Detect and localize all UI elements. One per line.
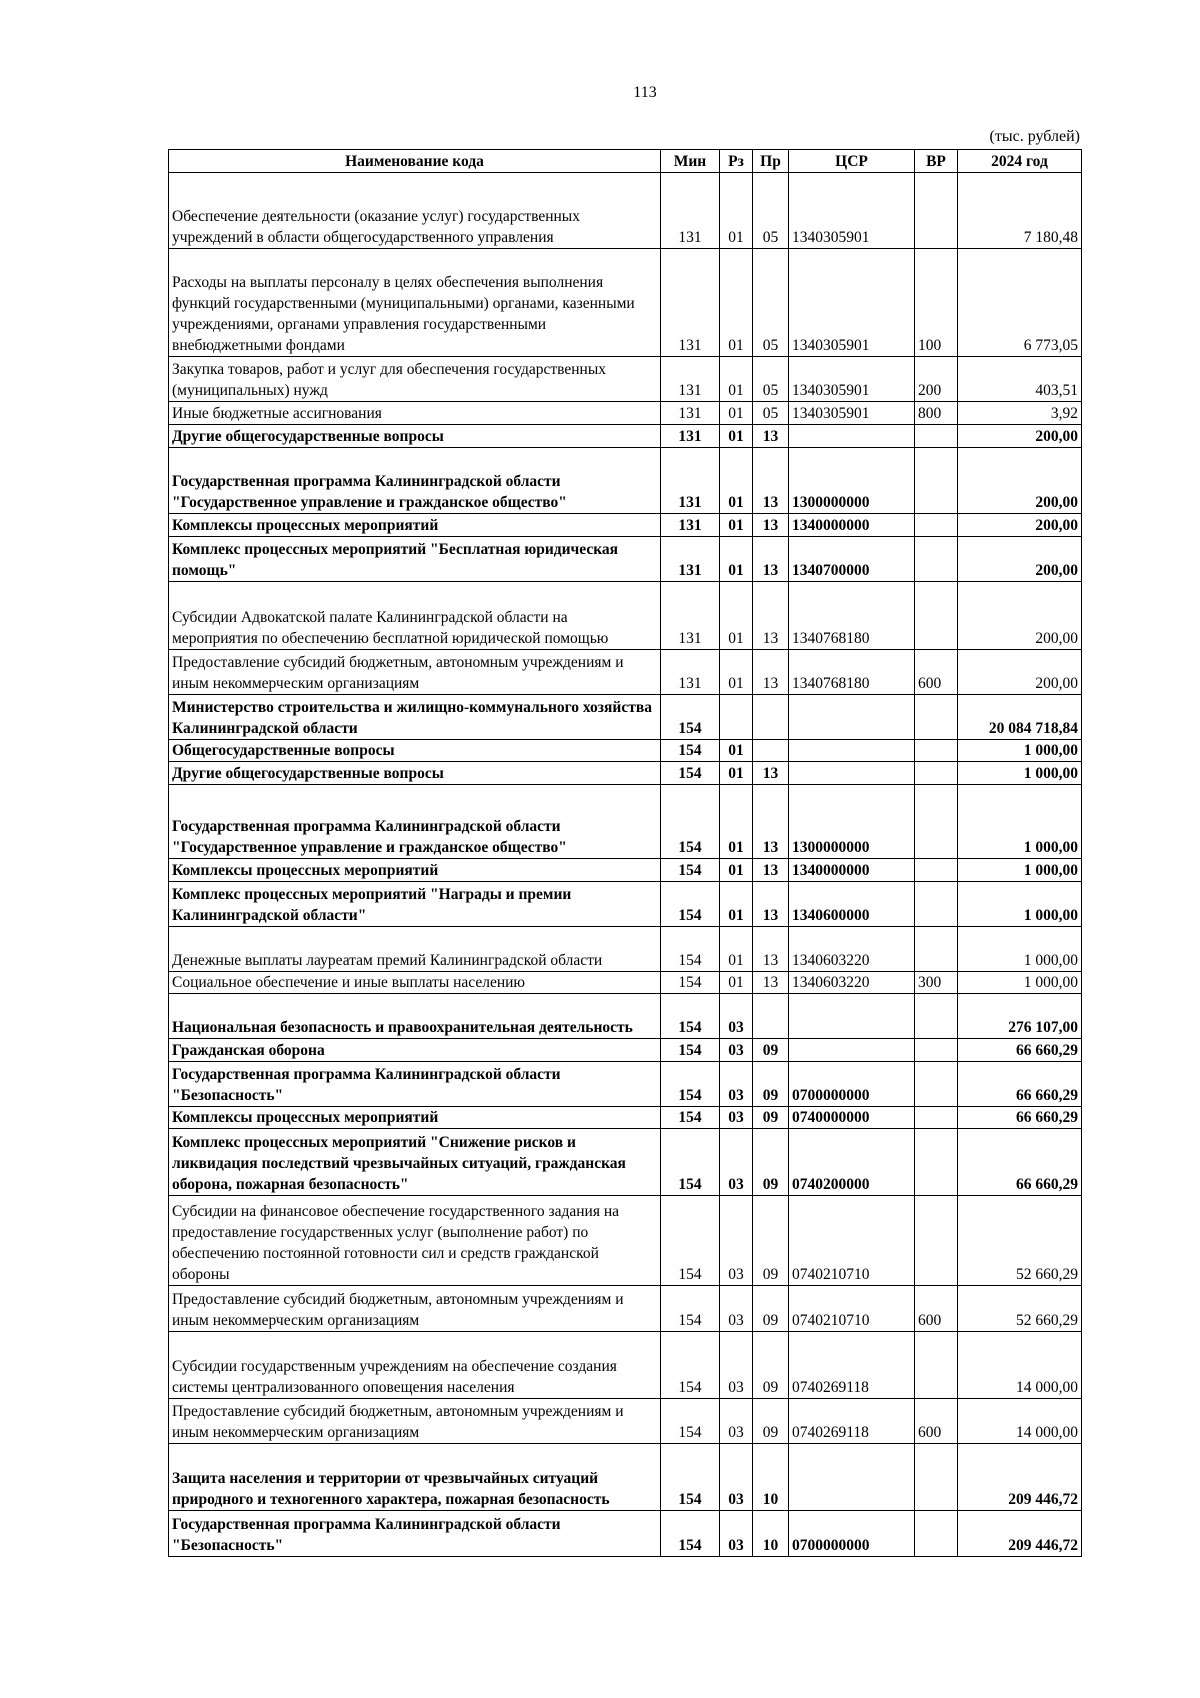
cell-name: Субсидии на финансовое обеспечение государственного задания на предоставление государственных услуг (выполнение работ) по обеспечению постоянной готовности сил и средств гражданской обороны <box>169 1196 661 1286</box>
cell-min: 154 <box>661 882 720 927</box>
cell-sum: 209 446,72 <box>958 1511 1082 1557</box>
cell-vr: 300 <box>915 972 958 994</box>
cell-name: Комплексы процессных мероприятий <box>169 859 661 882</box>
table-row <box>169 1107 1082 1129</box>
cell-csr: 1340305901 <box>789 249 915 357</box>
cell-rz: 01 <box>720 448 753 514</box>
cell-name: Закупка товаров, работ и услуг для обеспечения государственных (муниципальных) нужд <box>169 357 661 402</box>
cell-min: 154 <box>661 762 720 785</box>
cell-csr: 1300000000 <box>789 785 915 859</box>
table-row <box>169 425 1082 448</box>
cell-pr: 09 <box>753 1399 789 1444</box>
cell-name: Государственная программа Калининградской области "Безопасность" <box>169 1062 661 1107</box>
cell-min: 131 <box>661 425 720 448</box>
cell-sum: 20 084 718,84 <box>958 695 1082 740</box>
cell-sum: 1 000,00 <box>958 972 1082 994</box>
cell-vr <box>915 882 958 927</box>
cell-name: Государственная программа Калининградской области "Государственное управление и гражданское общество" <box>169 448 661 514</box>
cell-vr <box>915 740 958 762</box>
cell-rz: 03 <box>720 1332 753 1399</box>
cell-sum: 200,00 <box>958 582 1082 650</box>
cell-sum: 66 660,29 <box>958 1062 1082 1107</box>
cell-vr <box>915 695 958 740</box>
table-row <box>169 695 1082 740</box>
header-pr: Пр <box>753 150 789 173</box>
cell-name: Обеспечение деятельности (оказание услуг) государственных учреждений в области общегосударственного управления <box>169 173 661 249</box>
cell-min: 154 <box>661 1332 720 1399</box>
cell-pr: 13 <box>753 448 789 514</box>
cell-name: Социальное обеспечение и иные выплаты населению <box>169 972 661 994</box>
cell-name: Государственная программа Калининградской области "Государственное управление и гражданское общество" <box>169 785 661 859</box>
cell-name: Национальная безопасность и правоохранительная деятельность <box>169 994 661 1039</box>
cell-vr <box>915 1039 958 1062</box>
cell-csr: 0740200000 <box>789 1129 915 1196</box>
cell-rz <box>720 695 753 740</box>
cell-csr <box>789 994 915 1039</box>
cell-pr: 09 <box>753 1129 789 1196</box>
cell-pr: 13 <box>753 425 789 448</box>
cell-pr: 13 <box>753 859 789 882</box>
table-row <box>169 1129 1082 1196</box>
cell-pr: 13 <box>753 514 789 537</box>
cell-name: Иные бюджетные ассигнования <box>169 402 661 425</box>
cell-rz: 03 <box>720 994 753 1039</box>
cell-sum: 52 660,29 <box>958 1286 1082 1332</box>
cell-csr: 1340768180 <box>789 582 915 650</box>
cell-rz: 03 <box>720 1399 753 1444</box>
cell-pr: 05 <box>753 402 789 425</box>
table-header-row <box>169 150 1082 173</box>
cell-min: 154 <box>661 972 720 994</box>
cell-csr <box>789 1444 915 1511</box>
cell-csr: 0740210710 <box>789 1286 915 1332</box>
cell-pr: 09 <box>753 1196 789 1286</box>
cell-vr <box>915 173 958 249</box>
cell-vr: 800 <box>915 402 958 425</box>
cell-csr: 1300000000 <box>789 448 915 514</box>
page-number: 113 <box>633 84 657 101</box>
cell-sum: 200,00 <box>958 514 1082 537</box>
cell-rz: 01 <box>720 514 753 537</box>
table-row <box>169 1332 1082 1399</box>
cell-min: 154 <box>661 740 720 762</box>
cell-name: Субсидии государственным учреждениям на обеспечение создания системы централизованного оповещения населения <box>169 1332 661 1399</box>
header-vr: ВР <box>915 150 958 173</box>
cell-vr <box>915 582 958 650</box>
cell-rz: 01 <box>720 425 753 448</box>
cell-sum: 1 000,00 <box>958 785 1082 859</box>
table-row <box>169 537 1082 582</box>
cell-min: 154 <box>661 1511 720 1557</box>
cell-min: 154 <box>661 1286 720 1332</box>
cell-rz: 03 <box>720 1286 753 1332</box>
cell-min: 131 <box>661 173 720 249</box>
table-row <box>169 357 1082 402</box>
cell-rz: 01 <box>720 173 753 249</box>
cell-pr: 13 <box>753 650 789 695</box>
cell-min: 154 <box>661 1107 720 1129</box>
cell-csr: 1340305901 <box>789 357 915 402</box>
cell-csr: 0740210710 <box>789 1196 915 1286</box>
cell-name: Предоставление субсидий бюджетным, автономным учреждениям и иным некоммерческим организациям <box>169 1399 661 1444</box>
cell-pr: 13 <box>753 882 789 927</box>
cell-sum: 403,51 <box>958 357 1082 402</box>
cell-csr <box>789 762 915 785</box>
cell-csr: 0740269118 <box>789 1332 915 1399</box>
cell-csr: 0700000000 <box>789 1062 915 1107</box>
header-name: Наименование кода <box>169 150 661 173</box>
cell-name: Гражданская оборона <box>169 1039 661 1062</box>
cell-pr: 13 <box>753 762 789 785</box>
cell-vr <box>915 1444 958 1511</box>
cell-csr: 1340603220 <box>789 927 915 972</box>
cell-name: Защита населения и территории от чрезвычайных ситуаций природного и техногенного характера, пожарная безопасность <box>169 1444 661 1511</box>
table-row <box>169 1444 1082 1511</box>
cell-min: 154 <box>661 859 720 882</box>
cell-pr <box>753 695 789 740</box>
table-row <box>169 859 1082 882</box>
table-row <box>169 762 1082 785</box>
cell-sum: 3,92 <box>958 402 1082 425</box>
cell-rz: 01 <box>720 785 753 859</box>
cell-name: Комплекс процессных мероприятий "Снижение рисков и ликвидация последствий чрезвычайных ситуаций, гражданская оборона, пожарная безопасность" <box>169 1129 661 1196</box>
cell-name: Субсидии Адвокатской палате Калининградской области на мероприятия по обеспечению бесплатной юридической помощью <box>169 582 661 650</box>
cell-name: Государственная программа Калининградской области "Безопасность" <box>169 1511 661 1557</box>
cell-pr: 09 <box>753 1107 789 1129</box>
cell-sum: 200,00 <box>958 425 1082 448</box>
cell-csr: 1340600000 <box>789 882 915 927</box>
cell-rz: 01 <box>720 249 753 357</box>
cell-sum: 14 000,00 <box>958 1332 1082 1399</box>
cell-vr <box>915 994 958 1039</box>
cell-min: 154 <box>661 695 720 740</box>
cell-pr: 13 <box>753 785 789 859</box>
cell-rz: 03 <box>720 1444 753 1511</box>
table-row <box>169 1511 1082 1557</box>
cell-min: 154 <box>661 994 720 1039</box>
cell-name: Другие общегосударственные вопросы <box>169 425 661 448</box>
cell-vr: 100 <box>915 249 958 357</box>
cell-rz: 03 <box>720 1107 753 1129</box>
cell-csr: 1340305901 <box>789 402 915 425</box>
cell-name: Комплексы процессных мероприятий <box>169 1107 661 1129</box>
cell-csr <box>789 1039 915 1062</box>
table-row <box>169 173 1082 249</box>
cell-sum: 200,00 <box>958 448 1082 514</box>
cell-rz: 01 <box>720 582 753 650</box>
cell-name: Комплекс процессных мероприятий "Бесплатная юридическая помощь" <box>169 537 661 582</box>
cell-rz: 01 <box>720 357 753 402</box>
cell-vr <box>915 448 958 514</box>
cell-csr: 0740269118 <box>789 1399 915 1444</box>
cell-vr <box>915 785 958 859</box>
cell-vr: 600 <box>915 1399 958 1444</box>
cell-sum: 276 107,00 <box>958 994 1082 1039</box>
cell-sum: 66 660,29 <box>958 1039 1082 1062</box>
cell-pr: 05 <box>753 357 789 402</box>
cell-min: 131 <box>661 582 720 650</box>
cell-sum: 1 000,00 <box>958 762 1082 785</box>
table-row <box>169 514 1082 537</box>
cell-rz: 01 <box>720 650 753 695</box>
cell-rz: 01 <box>720 972 753 994</box>
header-csr: ЦСР <box>789 150 915 173</box>
cell-csr <box>789 740 915 762</box>
cell-rz: 01 <box>720 740 753 762</box>
cell-csr: 1340000000 <box>789 514 915 537</box>
cell-name: Министерство строительства и жилищно-коммунального хозяйства Калининградской области <box>169 695 661 740</box>
cell-csr: 1340000000 <box>789 859 915 882</box>
cell-name: Расходы на выплаты персоналу в целях обеспечения выполнения функций государственными (муниципальными) органами, казенными учреждениями, органами управления государственными внебюджетными фондами <box>169 249 661 357</box>
cell-sum: 209 446,72 <box>958 1444 1082 1511</box>
cell-vr: 600 <box>915 1286 958 1332</box>
cell-pr: 13 <box>753 972 789 994</box>
table-row <box>169 740 1082 762</box>
cell-min: 154 <box>661 1399 720 1444</box>
cell-sum: 1 000,00 <box>958 740 1082 762</box>
cell-name: Общегосударственные вопросы <box>169 740 661 762</box>
cell-name: Предоставление субсидий бюджетным, автономным учреждениям и иным некоммерческим организациям <box>169 650 661 695</box>
cell-rz: 03 <box>720 1129 753 1196</box>
cell-rz: 01 <box>720 882 753 927</box>
cell-min: 154 <box>661 1062 720 1107</box>
table-row <box>169 448 1082 514</box>
table-row <box>169 927 1082 972</box>
table-row <box>169 1399 1082 1444</box>
cell-pr: 13 <box>753 927 789 972</box>
cell-rz: 03 <box>720 1196 753 1286</box>
cell-vr <box>915 537 958 582</box>
cell-name: Денежные выплаты лауреатам премий Калининградской области <box>169 927 661 972</box>
header-sum: 2024 год <box>958 150 1082 173</box>
cell-sum: 1 000,00 <box>958 882 1082 927</box>
cell-sum: 14 000,00 <box>958 1399 1082 1444</box>
cell-pr: 13 <box>753 582 789 650</box>
cell-csr: 1340768180 <box>789 650 915 695</box>
cell-rz: 01 <box>720 537 753 582</box>
cell-sum: 7 180,48 <box>958 173 1082 249</box>
cell-vr <box>915 1062 958 1107</box>
cell-pr <box>753 994 789 1039</box>
cell-sum: 52 660,29 <box>958 1196 1082 1286</box>
cell-min: 154 <box>661 927 720 972</box>
cell-vr <box>915 1129 958 1196</box>
cell-pr: 09 <box>753 1062 789 1107</box>
table-row <box>169 882 1082 927</box>
cell-csr: 0740000000 <box>789 1107 915 1129</box>
cell-vr: 600 <box>915 650 958 695</box>
cell-rz: 01 <box>720 859 753 882</box>
cell-min: 154 <box>661 1444 720 1511</box>
cell-pr: 13 <box>753 537 789 582</box>
cell-vr <box>915 425 958 448</box>
cell-pr: 10 <box>753 1511 789 1557</box>
cell-rz: 03 <box>720 1062 753 1107</box>
cell-vr <box>915 514 958 537</box>
cell-vr <box>915 1511 958 1557</box>
cell-min: 154 <box>661 1129 720 1196</box>
cell-sum: 66 660,29 <box>958 1129 1082 1196</box>
cell-pr: 05 <box>753 173 789 249</box>
cell-rz: 03 <box>720 1039 753 1062</box>
units-label: (тыс. рублей) <box>989 128 1080 145</box>
cell-rz: 03 <box>720 1511 753 1557</box>
table-row <box>169 1039 1082 1062</box>
cell-name: Комплекс процессных мероприятий "Награды и премии Калининградской области" <box>169 882 661 927</box>
table-row <box>169 994 1082 1039</box>
cell-pr: 09 <box>753 1039 789 1062</box>
cell-min: 131 <box>661 448 720 514</box>
table-row <box>169 249 1082 357</box>
cell-csr <box>789 695 915 740</box>
cell-sum: 1 000,00 <box>958 927 1082 972</box>
cell-csr: 1340305901 <box>789 173 915 249</box>
table-row <box>169 1196 1082 1286</box>
cell-rz: 01 <box>720 402 753 425</box>
table-row <box>169 650 1082 695</box>
header-min: Мин <box>661 150 720 173</box>
cell-csr: 0700000000 <box>789 1511 915 1557</box>
cell-csr: 1340700000 <box>789 537 915 582</box>
cell-vr <box>915 1107 958 1129</box>
cell-rz: 01 <box>720 762 753 785</box>
cell-name: Комплексы процессных мероприятий <box>169 514 661 537</box>
cell-rz: 01 <box>720 927 753 972</box>
cell-pr: 09 <box>753 1332 789 1399</box>
cell-pr <box>753 740 789 762</box>
cell-min: 131 <box>661 537 720 582</box>
table-row <box>169 972 1082 994</box>
cell-min: 154 <box>661 1039 720 1062</box>
cell-sum: 1 000,00 <box>958 859 1082 882</box>
table-row <box>169 1286 1082 1332</box>
cell-vr <box>915 859 958 882</box>
cell-pr: 10 <box>753 1444 789 1511</box>
cell-vr <box>915 927 958 972</box>
cell-csr <box>789 425 915 448</box>
cell-csr: 1340603220 <box>789 972 915 994</box>
cell-min: 131 <box>661 650 720 695</box>
cell-name: Предоставление субсидий бюджетным, автономным учреждениям и иным некоммерческим организациям <box>169 1286 661 1332</box>
cell-vr <box>915 762 958 785</box>
table-row <box>169 582 1082 650</box>
cell-pr: 09 <box>753 1286 789 1332</box>
cell-vr <box>915 1332 958 1399</box>
header-rz: Рз <box>720 150 753 173</box>
table-row <box>169 1062 1082 1107</box>
cell-vr: 200 <box>915 357 958 402</box>
cell-min: 154 <box>661 785 720 859</box>
cell-sum: 66 660,29 <box>958 1107 1082 1129</box>
table-row <box>169 402 1082 425</box>
budget-table <box>168 149 1082 1557</box>
cell-min: 131 <box>661 402 720 425</box>
cell-sum: 6 773,05 <box>958 249 1082 357</box>
table-row <box>169 785 1082 859</box>
cell-pr: 05 <box>753 249 789 357</box>
cell-min: 131 <box>661 249 720 357</box>
cell-vr <box>915 1196 958 1286</box>
cell-name: Другие общегосударственные вопросы <box>169 762 661 785</box>
cell-sum: 200,00 <box>958 650 1082 695</box>
cell-min: 131 <box>661 357 720 402</box>
cell-min: 154 <box>661 1196 720 1286</box>
cell-min: 131 <box>661 514 720 537</box>
cell-sum: 200,00 <box>958 537 1082 582</box>
